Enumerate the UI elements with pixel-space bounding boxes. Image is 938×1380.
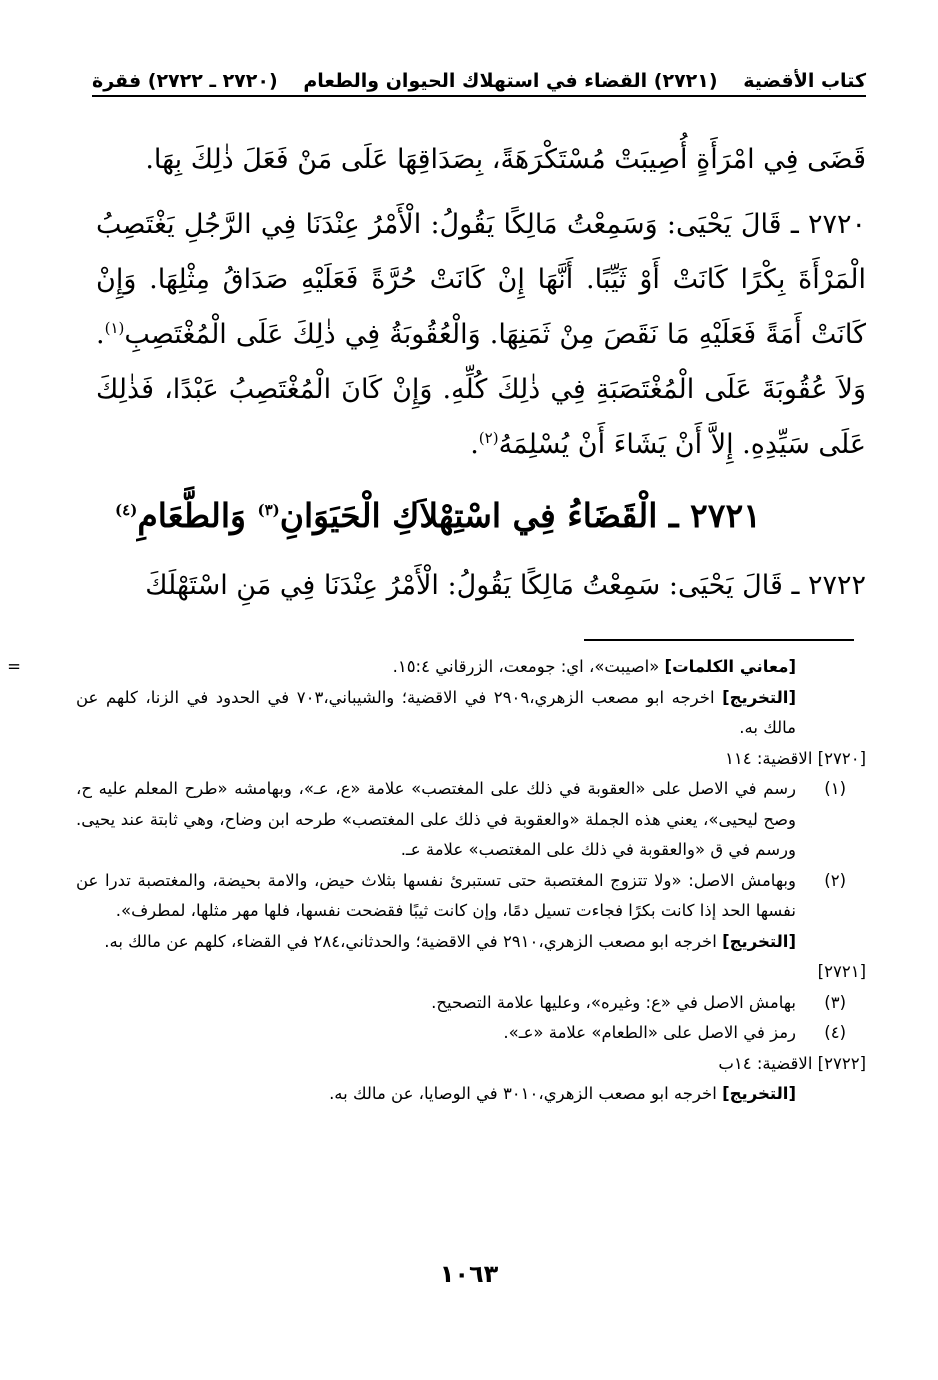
takhrij-note-3 bbox=[76, 1079, 866, 1110]
main-text bbox=[96, 132, 866, 472]
running-header bbox=[92, 56, 866, 92]
footnote-4-text: رمز في الاصل على «الطعام» علامة «عـ». bbox=[503, 1023, 796, 1042]
paragraph-2720-text-b: . وَلاَ عُقُوبَةَ عَلَى الْمُغْتَصَبَةِ فِي ذٰلِكَ كُلِّهِ. وَإِنْ كَانَ الْمُغْتَصِبُ عَبْدًا، فَذٰلِكَ عَلَى سَيِّدِهِ. إِلاَّ أَنْ يَشَاءَ أَنْ يُسْلِمَهُ bbox=[96, 319, 866, 460]
takhrij-label-1: [التخريج] bbox=[722, 687, 797, 707]
footnote-1 bbox=[76, 774, 866, 866]
footnote-3-number: (٣) bbox=[824, 992, 846, 1012]
footnote-4-number: (٤) bbox=[824, 1023, 846, 1042]
takhrij-text-3: اخرجه ابو مصعب الزهري،٣٠١٠ في الوصايا، عن مالك به. bbox=[329, 1084, 723, 1103]
takhrij-label-3: [التخريج] bbox=[722, 1084, 796, 1103]
reference-2722: [٢٧٢٢] الاقضية: ١٤ب bbox=[718, 1053, 866, 1073]
header-chapter-title: (٢٧٢١) القضاء في استهلاك الحيوان والطعام bbox=[303, 70, 718, 92]
footnote-ref-3: (٣) bbox=[257, 501, 280, 519]
section-heading-2721 bbox=[88, 488, 788, 544]
takhrij-text-1: اخرجه ابو مصعب الزهري،٢٩٠٩ في الاقضية؛ والشيباني،٧٠٣ في الحدود في الزنا، كلهم عن مالك به. bbox=[76, 687, 796, 737]
footnote-3-text: بهامش الاصل في «ع: وغيره»، وعليها علامة التصحيح. bbox=[431, 992, 796, 1012]
page-number: ١٠٦٣ bbox=[439, 1260, 499, 1288]
takhrij-text-2: اخرجه ابو مصعب الزهري،٢٩١٠ في الاقضية؛ والحدثاني،٢٨٤ في القضاء، كلهم عن مالك به. bbox=[104, 931, 723, 951]
footnote-4 bbox=[76, 1018, 866, 1049]
footnote-2-number: (٢) bbox=[824, 870, 846, 890]
main-paragraph-2722: ٢٧٢٢ ـ قَالَ يَحْيَى: سَمِعْتُ مَالِكًا يَقُولُ: الْأَمْرُ عِنْدَنَا فِي مَنِ اسْتَهْلَكَ bbox=[145, 570, 866, 601]
header-book-title: كتاب الأقضية bbox=[743, 70, 866, 92]
reference-2721: [٢٧٢١] bbox=[817, 962, 866, 981]
footnotes bbox=[7, 652, 866, 1110]
footnote-ref-1: (١) bbox=[104, 319, 125, 337]
takhrij-label-2: [التخريج] bbox=[722, 931, 796, 951]
paragraph-2720-text-c: . bbox=[470, 429, 479, 460]
footnote-2-text: وبهامش الاصل: «ولا تتزوج المغتصبة حتى تستبرئ نفسها بثلاث حيض، والامة بحيضة، والمغتصبة تدرا عن نفسها الحد إذا كانت بكرًا فجاءت تسيل دمًا، وإن كانت ثيبًا فقضحت نفسها، فلها مهر مثلها، لمطرف». bbox=[76, 870, 796, 920]
word-meanings-label: [معاني الكلمات] bbox=[664, 657, 796, 676]
reference-2720: [٢٧٢٠] الاقضية: ١١٤ bbox=[725, 748, 866, 768]
heading-text-a: ٢٧٢١ ـ الْقَضَاءُ فِي اسْتِهْلاَكِ الْحَيَوَانِ bbox=[279, 496, 761, 535]
paragraph-2720-text-a: ٢٧٢٠ ـ قَالَ يَحْيَى: وَسَمِعْتُ مَالِكًا يَقُولُ: الْأَمْرُ عِنْدَنَا فِي الرَّجُلِ يَغْتَصِبُ الْمَرْأَةَ بِكْرًا كَانَتْ أَوْ ثَيِّبًا. أَنَّهَا إِنْ كَانَتْ حُرَّةً فَعَلَيْهِ صَدَاقُ مِثْلِهَا. وَإِنْ كَانَتْ أَمَةً فَعَلَيْهِ مَا نَقَصَ مِنْ ثَمَنِهَا. وَالْعُقُوبَةُ فِي ذٰلِكَ عَلَى الْمُغْتَصِبِ bbox=[96, 209, 866, 350]
main-paragraph-2720 bbox=[96, 197, 866, 472]
footnote-continued-block bbox=[7, 652, 866, 744]
heading-text-b: وَالطَّعَامِ bbox=[137, 496, 258, 535]
footnote-ref-2: (٢) bbox=[478, 429, 499, 447]
takhrij-note-2 bbox=[76, 927, 866, 958]
continuation-marker: = bbox=[7, 657, 21, 676]
header-rule bbox=[92, 95, 866, 97]
footnote-2 bbox=[76, 866, 866, 927]
footnote-3 bbox=[76, 988, 866, 1019]
footnote-separator bbox=[584, 639, 854, 641]
word-meanings-note bbox=[76, 652, 866, 683]
footnote-ref-4: (٤) bbox=[115, 501, 138, 519]
takhrij-note-1 bbox=[76, 683, 866, 744]
header-paragraph-range: (٢٧٢٠ ـ ٢٧٢٢) فقرة bbox=[92, 70, 278, 92]
word-meanings-text: «اصيبت»، اي: جومعت، الزرقاني ١٥:٤. bbox=[392, 657, 665, 676]
footnote-1-number: (١) bbox=[824, 779, 846, 798]
footnote-1-text: رسم في الاصل على «العقوبة في ذلك على المغتصب» علامة «ع، عـ»، وبهامشه «طرح المعلم عليه ح، وصح ليحيى»، يعني هذه الجملة «والعقوبة في ذلك على المغتصب» طرحه ابن وضاح، وهي ثابتة عند يحيى. ورسم في ق «والعقوبة في ذلك على المغتصب» علامة عـ. bbox=[76, 779, 796, 859]
main-paragraph-1: قَضَى فِي امْرَأَةٍ أُصِيبَتْ مُسْتَكْرَهَةً، بِصَدَاقِهَا عَلَى مَنْ فَعَلَ ذٰلِكَ بِهَا. bbox=[145, 144, 866, 175]
